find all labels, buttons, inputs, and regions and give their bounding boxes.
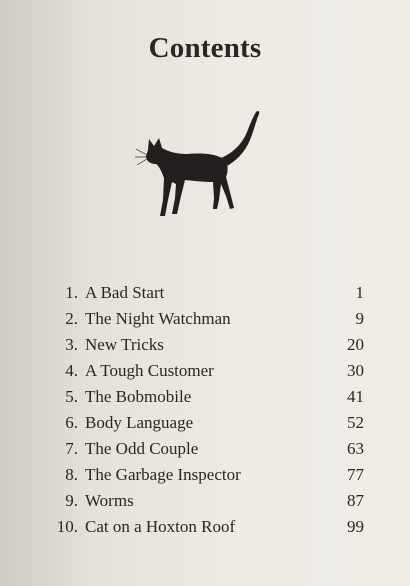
toc-entry xyxy=(48,464,364,490)
chapter-number: 10. xyxy=(56,517,78,536)
page-number: 41 xyxy=(347,387,364,406)
page-title: Contents xyxy=(148,32,262,64)
chapter-number: 3. xyxy=(65,335,78,354)
chapter-number: 1. xyxy=(65,283,78,302)
black-cat-icon xyxy=(135,108,263,226)
chapter-title: The Bobmobile xyxy=(85,387,192,406)
chapter-number: 6. xyxy=(65,413,78,432)
toc-entry xyxy=(48,360,364,386)
page-number: 63 xyxy=(347,439,364,458)
page-number: 20 xyxy=(347,335,364,354)
chapter-title: The Night Watchman xyxy=(85,309,231,328)
chapter-title: Cat on a Hoxton Roof xyxy=(85,517,236,536)
chapter-number: 8. xyxy=(65,465,78,484)
chapter-number: 7. xyxy=(65,439,78,458)
toc-entry xyxy=(48,490,364,516)
chapter-title: Body Language xyxy=(85,413,194,432)
page-number: 1 xyxy=(355,283,364,302)
chapter-title: The Odd Couple xyxy=(85,439,199,458)
toc-entry xyxy=(48,308,364,334)
toc-entry xyxy=(48,282,364,308)
chapter-title: New Tricks xyxy=(85,335,164,354)
chapter-title: A Tough Customer xyxy=(85,361,214,380)
page-number: 87 xyxy=(347,491,364,510)
toc-entry xyxy=(48,412,364,438)
page-number: 52 xyxy=(347,413,364,432)
chapter-title: A Bad Start xyxy=(85,283,165,302)
toc-entry xyxy=(48,386,364,412)
toc-entry xyxy=(48,516,364,542)
chapter-number: 2. xyxy=(65,309,78,328)
page-number: 9 xyxy=(355,309,364,328)
toc-entry xyxy=(48,438,364,464)
chapter-number: 5. xyxy=(65,387,78,406)
page-number: 30 xyxy=(347,361,364,380)
page-number: 99 xyxy=(347,517,364,536)
chapter-number: 9. xyxy=(65,491,78,510)
table-of-contents xyxy=(48,282,364,542)
chapter-title: The Garbage Inspector xyxy=(85,465,241,484)
page-number: 77 xyxy=(347,465,364,484)
chapter-number: 4. xyxy=(65,361,78,380)
toc-entry xyxy=(48,334,364,360)
chapter-title: Worms xyxy=(85,491,134,510)
